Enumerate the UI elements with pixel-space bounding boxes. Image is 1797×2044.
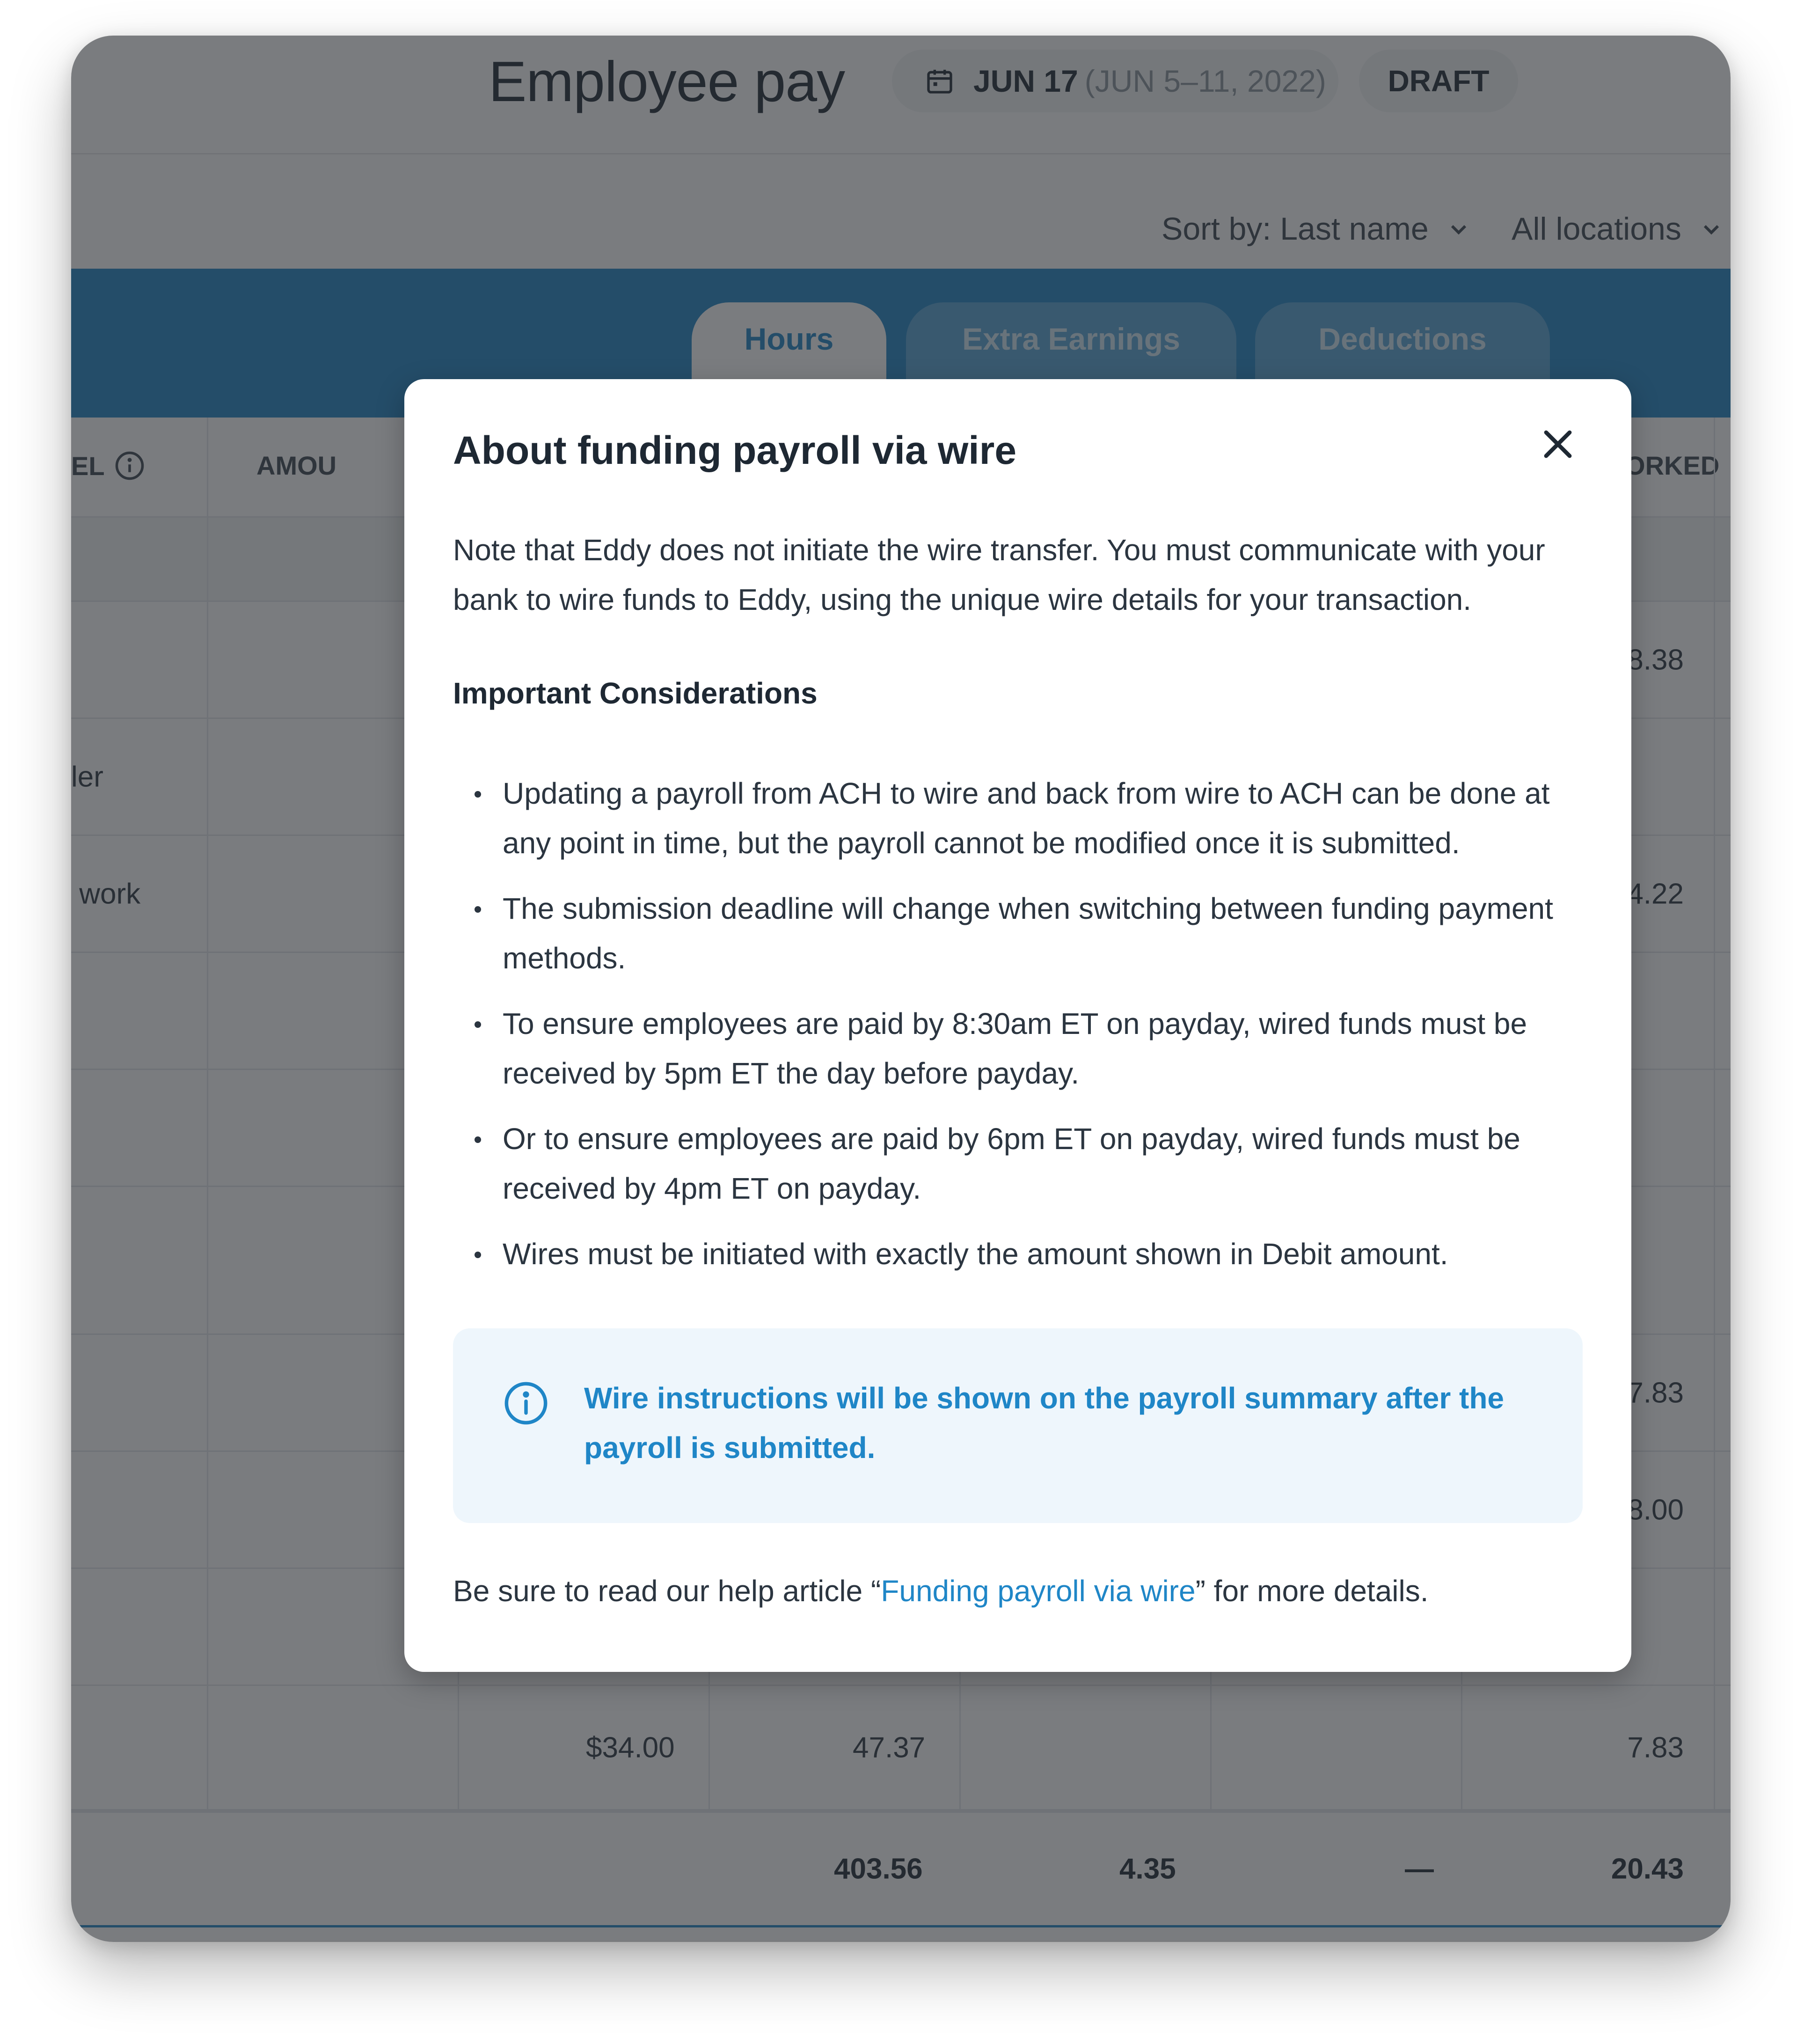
modal-title: About funding payroll via wire: [453, 428, 1017, 472]
considerations-list: [453, 769, 1600, 1295]
footer-prefix: Be sure to read our help article “: [453, 1574, 881, 1608]
help-footer: [453, 1574, 1429, 1608]
notice-text: Wire instructions will be shown on the payroll summary after the payroll is submitted.: [584, 1381, 1504, 1465]
help-article-link[interactable]: Funding payroll via wire: [881, 1574, 1196, 1608]
considerations-heading: Important Considerations: [453, 676, 818, 710]
list-item: Or to ensure employees are paid by 6pm ET on payday, wired funds must be received by 4pm ET on payday.: [453, 1114, 1600, 1213]
list-item: Wires must be initiated with exactly the amount shown in Debit amount.: [453, 1229, 1600, 1279]
wire-funding-modal: [404, 379, 1631, 1672]
list-item: Updating a payroll from ACH to wire and back from wire to ACH can be done at any point in time, but the payroll cannot be modified once it is submitted.: [453, 769, 1600, 868]
info-icon: [503, 1380, 549, 1427]
list-item: To ensure employees are paid by 8:30am ET on payday, wired funds must be received by 5pm ET the day before payday.: [453, 999, 1600, 1098]
close-icon[interactable]: [1538, 424, 1578, 464]
info-notice: [453, 1328, 1583, 1523]
app-window: [71, 36, 1731, 1942]
list-item: The submission deadline will change when switching between funding payment methods.: [453, 884, 1600, 983]
footer-suffix: ” for more details.: [1195, 1574, 1429, 1608]
modal-intro: Note that Eddy does not initiate the wire transfer. You must communicate with your bank to wire funds to Eddy, using the unique wire details for your transaction.: [453, 533, 1545, 616]
